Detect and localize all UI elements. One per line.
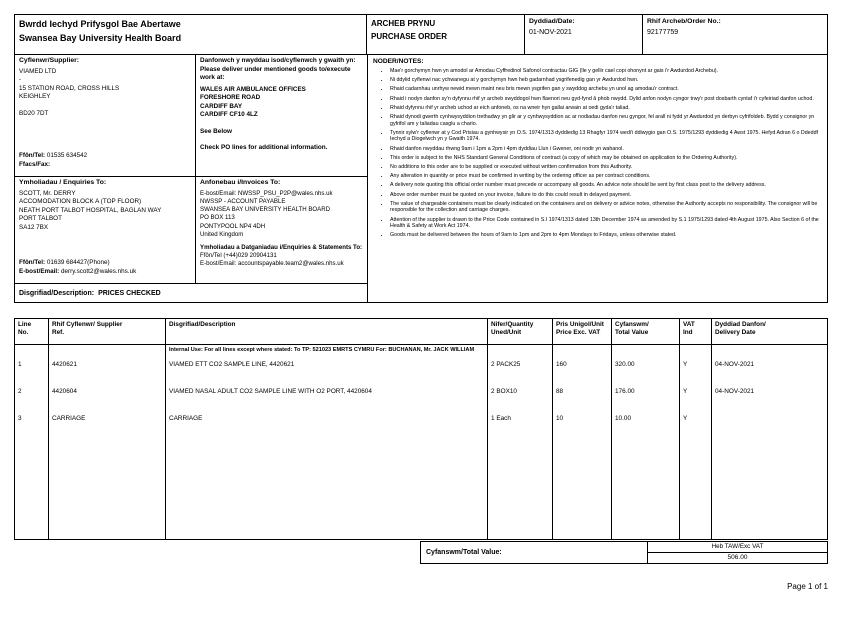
empty-cell: [488, 345, 553, 359]
cell-total-value: 10.00: [612, 413, 680, 440]
col-header-vat-ind: [680, 319, 712, 345]
invoices-line: NWSSP - ACCOUNT PAYABLE: [200, 198, 286, 206]
totals-box: [420, 541, 828, 564]
col-header-text: No.: [18, 329, 29, 337]
delivery-address-line: WALES AIR AMBULANCE OFFICES: [200, 85, 306, 93]
empty-cell: [15, 440, 49, 539]
note-item: • Ni ddylid cyflenwi nac ychwanegu at y gorchymyn hwn heb gadarnhad ysgrifenedig gan yr Awdurdod hwn.: [390, 77, 822, 84]
cell-vat-ind: Y: [680, 413, 712, 440]
delivery-address-line: FORESHORE ROAD: [200, 94, 261, 102]
invoices-label: Anfonebau i/Invoices To:: [200, 179, 281, 186]
enquiries-line: ACCOMODATION BLOCK A (TOP FLOOR): [19, 198, 142, 206]
cell-quantity: 2 BOX10: [488, 386, 553, 413]
invoices-email-label: E-bost/Email:: [200, 189, 237, 197]
document-header: [14, 14, 828, 55]
empty-cell: [49, 345, 166, 359]
note-item: • Rhaid dyfynnu rhif yr archeb uchod ar eich anfoneb, os na wneir hyn gallai arwain at oedi gyda'r taliad.: [390, 105, 822, 112]
col-header-unit-price: [553, 319, 612, 345]
statements-label: Ymholiadau a Datganiadau i/Enquiries & Statements To:: [200, 244, 363, 252]
empty-cell: [553, 345, 612, 359]
totals-vat-header: Heb TAW/Exc VAT: [648, 542, 827, 553]
note-item: • Goods must be delivered between the hours of 9am to 1pm and 2pm to 4pm Mondays to Fridays, unless otherwise stated.: [390, 232, 822, 239]
note-item: • A delivery note quoting this official order number must precede or accompany all goods. An advice note should be sent by first class post to the delivery address.: [390, 182, 822, 189]
order-date-cell: [525, 15, 643, 54]
note-item: • The value of chargeable containers must be clearly indicated on the containers and on delivery or advice notes, otherwise the Authority accepts no responsibility. The consignor will be responsible for the collection and carriage charges.: [390, 201, 822, 214]
delivery-label-english: Please deliver under mentioned goods to/execute work at:: [200, 65, 351, 82]
totals-value: 506.00: [727, 554, 748, 561]
invoices-box: [195, 176, 368, 284]
org-name-welsh: Bwrdd Iechyd Prifysgol Bae Abertawe: [19, 19, 181, 29]
statements-email: [200, 260, 363, 268]
supplier-address-line: [19, 102, 191, 110]
cell-line-no: 2: [15, 386, 49, 413]
order-number-cell: [643, 15, 827, 54]
note-item: • Tynnir sylw'r cyflenwr at y Cod Prisiau a gynhwysir yn O.S. 1974/1313 dyddiedig 13 Rhagfyr 1974 wedi'i ddiwygio gan O.S. 1975/1293 dyddiedig 4 Awst 1975. Hefyd Adran 6 o Ddeddf Iechyd a Diogelwch yn y Gwaith 1974.: [390, 130, 822, 143]
cell-delivery-date: [712, 413, 827, 440]
delivery-instructions: [200, 57, 363, 83]
order-number-value: 92177759: [647, 29, 679, 36]
empty-cell: [712, 345, 827, 359]
note-item: • Rhaid dynodi gwerth cynhwysyddion trethadwy yn glir ar y cynhwysyddion ac ar nodiadau danfon neu gyngor, fel arall ni fydd yr Awdurdod yn derbyn cyfrifoldeb. Bydd y consignor yn gyfrifol am y taliadau casglu a chario.: [390, 114, 822, 127]
note-item: • Mae'r gorchymyn hwn yn amodol ar Amodau Cyffredinol Safonol contractau GIG (lle y gellir cael copi ohonynt ar gais i'r Awdurdod Archebu).: [390, 68, 822, 75]
cell-description: VIAMED NASAL ADULT CO2 SAMPLE LINE WITH O2 PORT, 4420604: [166, 386, 488, 413]
cell-supplier-ref: 4420604: [49, 386, 166, 413]
supplier-address-line: 15 STATION ROAD, CROSS HILLS: [19, 84, 120, 92]
supplier-phone-value: 01535 634542: [46, 152, 88, 160]
empty-cell: [612, 345, 680, 359]
delivery-box: [195, 54, 368, 177]
line-items-table: [14, 318, 828, 540]
doc-title-cell: [367, 15, 525, 54]
cell-unit-price: 88: [553, 386, 612, 413]
see-below-note: See Below: [200, 127, 232, 135]
supplier-address-line: BD20 7DT: [19, 109, 49, 117]
supplier-contact-block: [19, 152, 191, 170]
enquiries-email-value: derry.scott2@wales.nhs.uk: [61, 268, 137, 276]
col-header-text: Cyfanswm/: [615, 321, 649, 328]
delivery-address-line: CARDIFF BAY: [200, 102, 243, 110]
empty-cell: [612, 440, 680, 539]
col-header-supplier-ref: [49, 319, 166, 345]
cell-delivery-date: 04-NOV-2021: [715, 388, 755, 395]
col-header-text: Nifer/Quantity: [491, 321, 534, 328]
note-item: • Attention of the supplier is drawn to the Price Code contained in S.I 1974/1313 dated 13th December 1974 as amended by S.1 1975/1293 dated 4th August 1975. Also Section 6 of the Health & Safety at Work Act 1974.: [390, 217, 822, 230]
check-po-lines-note: Check PO lines for additional information.: [200, 143, 328, 151]
description-label: Disgrifiad/Description:: [19, 289, 95, 297]
order-date-label: Dyddiad/Date:: [529, 18, 575, 25]
supplier-address-line: -: [19, 76, 22, 84]
empty-cell: [680, 345, 712, 359]
col-header-text: Pris Unigol/Unit: [556, 321, 604, 328]
enquiries-phone: [19, 259, 191, 268]
cell-vat-ind: Y: [680, 386, 712, 413]
col-header-total-value: [612, 319, 680, 345]
col-header-text: Line: [18, 321, 32, 328]
col-header-text: Dyddiad Danfon/: [715, 321, 766, 328]
note-item: • Any alteration in quantity or price must be confirmed in writing by the ordering officer as per contract conditions.: [390, 173, 822, 180]
notes-box: [367, 54, 828, 303]
enquiries-contact-block: [19, 259, 191, 277]
cell-quantity: 1 Each: [488, 413, 553, 440]
order-number-label: Rhif Archeb/Order No.:: [647, 18, 721, 25]
col-header-text: Price Exc. VAT: [556, 329, 601, 337]
note-item: • No additions to this order are to be supplied or executed without written confirmation from this Authority.: [390, 164, 822, 171]
cell-description: CARRIAGE: [166, 413, 488, 440]
order-date-value: 01-NOV-2021: [529, 29, 572, 36]
empty-cell: [166, 440, 488, 539]
empty-cell: [488, 440, 553, 539]
col-header-text: VAT: [683, 321, 695, 328]
supplier-box: [14, 54, 196, 177]
invoices-email: [200, 190, 363, 198]
totals-value-cell: [648, 542, 827, 563]
col-header-text: Rhif Cyflenwr/ Supplier: [52, 321, 123, 328]
empty-cell: [712, 440, 827, 539]
delivery-address-line: CARDIFF CF10 4LZ: [200, 111, 258, 119]
cell-unit-price: 160: [553, 359, 612, 386]
page-number: Page 1 of 1: [787, 582, 828, 591]
empty-cell: [49, 440, 166, 539]
col-header-text: Ref.: [52, 329, 65, 337]
invoices-line: PONTYPOOL NP4 4DH: [200, 222, 266, 230]
invoices-line: SWANSEA BAY UNIVERSITY HEALTH BOARD: [200, 206, 331, 214]
col-header-line-no: [15, 319, 49, 345]
cell-total-value: 176.00: [612, 386, 680, 413]
col-header-text: Uned/Unit: [491, 329, 522, 337]
supplier-fax-label: Ffacs/Fax:: [19, 161, 51, 169]
supplier-phone: [19, 152, 191, 161]
supplier-phone-label: Ffôn/Tel:: [19, 152, 46, 160]
internal-use-note: Internal Use: For all lines except where stated: To TP: 521023 EMRTS CYMRU For: BUCHANAN, Mr. JACK WILLIAM: [166, 345, 488, 359]
supplier-label: Cyflenwr/Supplier:: [19, 57, 80, 64]
empty-cell: [15, 345, 49, 359]
delivery-label-welsh: Danfonwch y nwyddau isod/cyflenwch y gwaith yn:: [200, 57, 356, 64]
note-item: • Rhaid cadarnhau unrhyw newid mewn maint neu bris mewn ysgrifen gan y swyddog archebu yn unol ag amodau'r contract.: [390, 86, 822, 93]
description-value: PRICES CHECKED: [98, 289, 161, 297]
supplier-fax: [19, 161, 191, 170]
doc-title-english: PURCHASE ORDER: [371, 31, 448, 41]
cell-supplier-ref: 4420621: [49, 359, 166, 386]
description-strip: [14, 283, 368, 303]
col-header-text: Total Value: [615, 329, 649, 337]
enquiries-line: SA12 7BX: [19, 223, 49, 231]
cell-quantity: 2 PACK25: [488, 359, 553, 386]
col-header-text: Ind: [683, 329, 693, 337]
doc-title-welsh: ARCHEB PRYNU: [371, 19, 436, 28]
cell-unit-price: 10: [553, 413, 612, 440]
enquiries-line: PORT TALBOT: [19, 215, 62, 223]
empty-cell: [553, 440, 612, 539]
enquiries-email: [19, 268, 191, 277]
invoices-line: United Kingdom: [200, 230, 244, 238]
enquiries-phone-value: 01639 684427(Phone): [46, 259, 110, 267]
cell-line-no: 1: [15, 359, 49, 386]
note-item: • Above order number must be quoted on your invoice, failure to do this could result in delayed payment.: [390, 192, 822, 199]
col-header-text: Delivery Date: [715, 329, 756, 337]
col-header-description: [166, 319, 488, 345]
totals-label: Cyfanswm/Total Value:: [421, 542, 648, 563]
supplier-address-line: VIAMED LTD: [19, 67, 57, 75]
invoices-line: PO BOX 113: [200, 214, 235, 222]
statements-block: [200, 244, 363, 268]
enquiries-label: Ymholiadau / Enquiries To:: [19, 179, 107, 186]
invoices-email-value: NWSSP_PSU_P2P@wales.nhs.uk: [237, 189, 333, 197]
note-item: • This order is subject to the NHS Standard General Conditions of contract (a copy of which may be obtained on application to the Ordering Authority).: [390, 155, 822, 162]
note-item: • Rhaid danfon nwyddau rhwng 9am i 1pm a 2pm i 4pm dyddiau Llun i Gwener, oni nodir yn wahanol.: [390, 146, 822, 153]
empty-cell: [680, 440, 712, 539]
enquiries-line: NEATH PORT TALBOT HOSPITAL, BAGLAN WAY: [19, 206, 162, 214]
cell-supplier-ref: CARRIAGE: [49, 413, 166, 440]
enquiries-email-label: E-bost/Email:: [19, 268, 60, 276]
note-item: • Rhaid i nodyn danfon sy'n dyfynnu rhif yr archeb swyddogol hwn flaenori neu gyd-fynd â phob nwydd. Dylid anfon nodyn cyngor trwy'r post dosbarth cyntaf i'r cyfeiriad danfon uchod.: [390, 96, 822, 103]
cell-total-value: 320.00: [612, 359, 680, 386]
notes-list: [373, 68, 822, 239]
cell-description: VIAMED ETT CO2 SAMPLE LINE, 4420621: [166, 359, 488, 386]
enquiries-line: SCOTT, Mr. DERRY: [19, 189, 76, 197]
enquiries-phone-label: Ffôn/Tel:: [19, 259, 46, 267]
org-name-english: Swansea Bay University Health Board: [19, 32, 182, 43]
col-header-text: Disgrifiad/Description: [169, 321, 236, 328]
cell-vat-ind: Y: [680, 359, 712, 386]
col-header-delivery-date: [712, 319, 827, 345]
cell-delivery-date: 04-NOV-2021: [715, 361, 755, 368]
cell-line-no: 3: [15, 413, 49, 440]
col-header-quantity: [488, 319, 553, 345]
statements-phone: Ffôn/Tel (+44)029 20904131: [200, 252, 277, 260]
statements-email-value: accountspayable.team2@wales.nhs.uk: [237, 260, 344, 268]
org-header-cell: [15, 15, 367, 54]
statements-email-label: E-bost/Email:: [200, 260, 237, 268]
enquiries-box: [14, 176, 196, 284]
supplier-address-line: KEIGHLEY: [19, 93, 51, 101]
notes-title: NODER/NOTES:: [373, 58, 424, 65]
